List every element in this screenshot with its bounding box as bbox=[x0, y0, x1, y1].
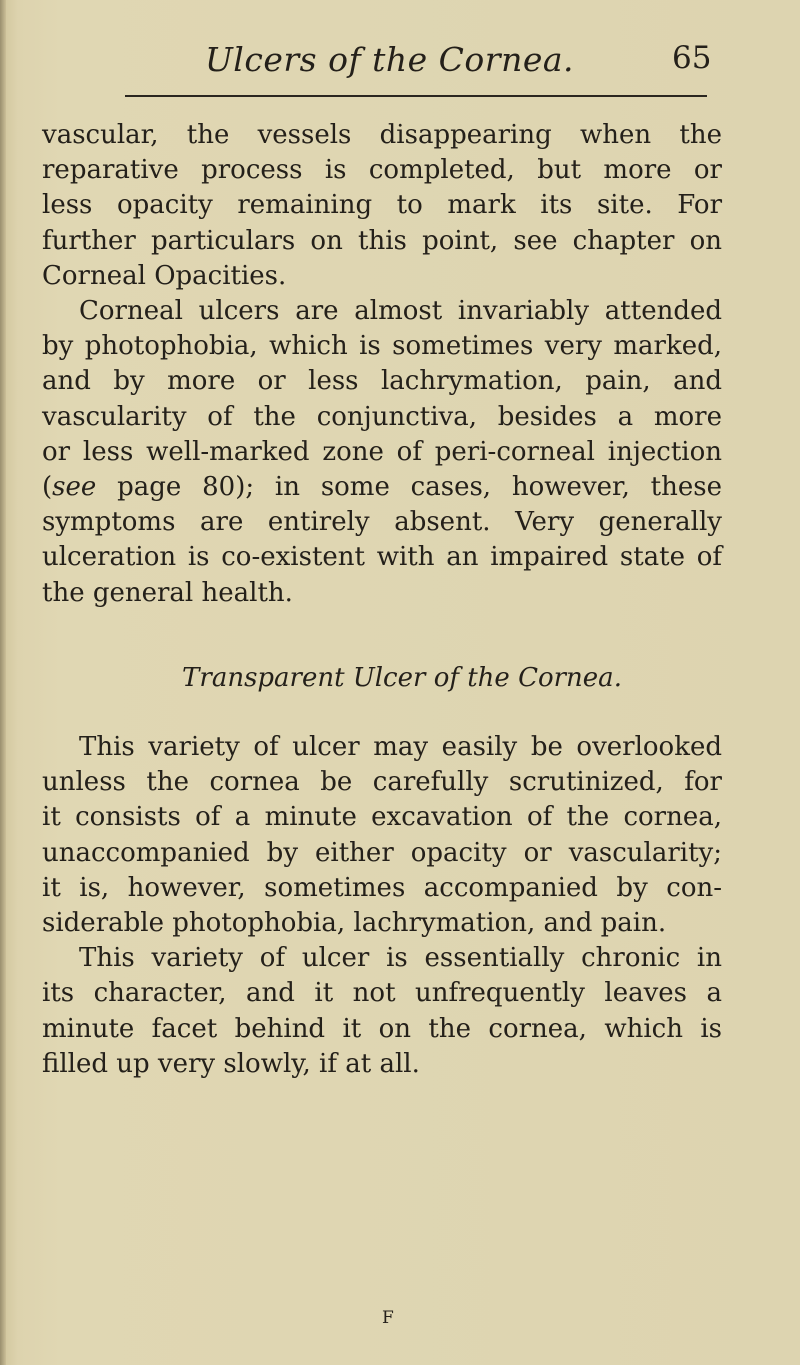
paren-open: ( bbox=[42, 472, 53, 503]
text-line: less opacity remaining to mark its site. For bbox=[42, 190, 722, 221]
text-line: minute facet behind it on the cornea, which is bbox=[42, 1013, 722, 1044]
text-line: or less well-marked zone of peri-corneal injection bbox=[42, 436, 722, 467]
text-line: Corneal Opacities. bbox=[42, 260, 287, 291]
text-line: further particulars on this point, see chapter on bbox=[42, 225, 722, 256]
text-line: unaccompanied by either opacity or vascularity; bbox=[42, 837, 722, 868]
text-line: This variety of ulcer may easily be overlooked bbox=[79, 732, 722, 763]
text-line: vascular, the vessels disappearing when the bbox=[42, 120, 722, 150]
text-line: ulceration is co-existent with an impaired state of bbox=[42, 542, 722, 573]
text-line: Corneal ulcers are almost invariably attended bbox=[79, 296, 722, 327]
signature-mark: F bbox=[382, 1308, 394, 1328]
text-line: unless the cornea be carefully scrutinized, for bbox=[42, 767, 722, 798]
text-segment: page 80); in some cases, however, these bbox=[96, 472, 722, 503]
running-title: Ulcers of the Cornea. bbox=[205, 40, 575, 79]
text-line: vascularity of the conjunctiva, besides a more bbox=[42, 401, 722, 432]
section-heading: Transparent Ulcer of the Cornea. bbox=[182, 662, 622, 693]
see-reference: see bbox=[52, 472, 97, 503]
text-line bbox=[42, 470, 722, 505]
page-number: 65 bbox=[672, 40, 712, 76]
page-header bbox=[0, 30, 800, 100]
text-line: reparative process is completed, but more or bbox=[42, 155, 722, 186]
text-line: This variety of ulcer is essentially chronic in bbox=[79, 943, 722, 974]
text-line: it is, however, sometimes accompanied by con- bbox=[42, 872, 722, 903]
text-line: siderable photophobia, lachrymation, and pain. bbox=[42, 908, 667, 939]
text-line: its character, and it not unfrequently leaves a bbox=[42, 978, 722, 1009]
text-line: the general health. bbox=[42, 577, 293, 608]
page-spine-edge bbox=[0, 0, 6, 1365]
text-line: filled up very slowly, if at all. bbox=[42, 1048, 420, 1079]
text-line: by photophobia, which is sometimes very marked, bbox=[42, 331, 722, 362]
text-line: and by more or less lachrymation, pain, and bbox=[42, 366, 722, 397]
text-line: it consists of a minute excavation of the cornea, bbox=[42, 802, 722, 833]
body-text bbox=[42, 118, 722, 1082]
text-line: symptoms are entirely absent. Very generally bbox=[42, 507, 722, 538]
header-rule bbox=[125, 95, 707, 97]
